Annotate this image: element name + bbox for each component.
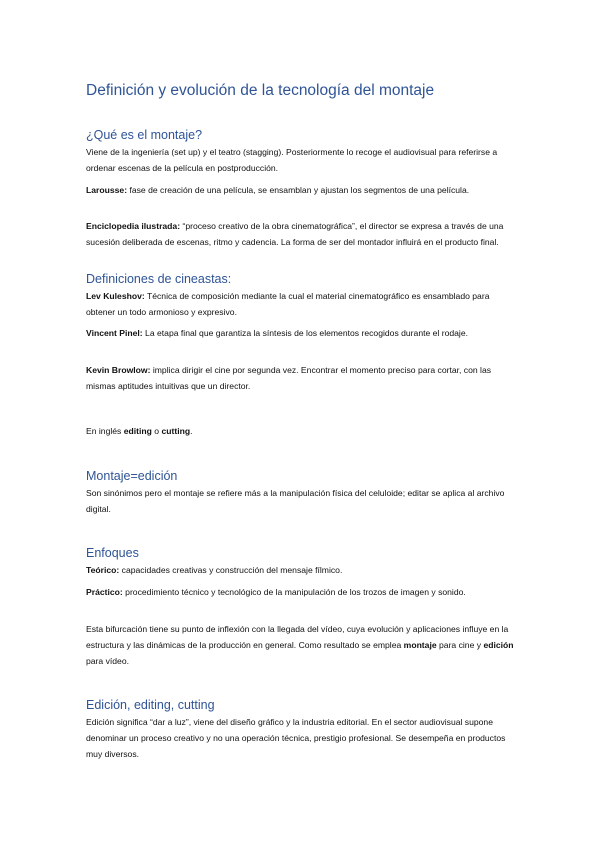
section-heading-montaje-edicion: Montaje=edición [86, 469, 178, 483]
term-browlow: Kevin Browlow: [86, 365, 151, 375]
paragraph-origen: Viene de la ingeniería (set up) y el teatro (stagging). Posteriormente lo recoge el audiovisual para referirse a ordenar escenas de la película en postproducción. [86, 147, 498, 173]
term-practico: Práctico: [86, 587, 123, 597]
definition-larousse: fase de creación de una película, se ensamblan y ajustan los segmentos de una película. [127, 185, 470, 195]
paragraph-bifurcacion [86, 621, 516, 669]
term-enciclopedia: Enciclopedia ilustrada: [86, 221, 181, 231]
paragraph-practico [86, 584, 516, 600]
ingles-connector: o [151, 426, 162, 436]
paragraph-sinonimos: Son sinónimos pero el montaje se refiere más a la manipulación física del celuloide; editar se aplica al archivo digital. [86, 488, 505, 514]
paragraph-kuleshov [86, 288, 516, 320]
definition-kuleshov: Técnica de composición mediante la cual el material cinematográfico es ensamblado para obtener un todo armonioso y expresivo. [86, 291, 490, 317]
term-editing: editing [123, 426, 152, 436]
ingles-prefix: En inglés [86, 426, 124, 436]
term-edicion: edición [483, 640, 514, 650]
definition-pinel: La etapa final que garantiza la síntesis de los elementos recogidos durante el rodaje. [142, 328, 469, 338]
bifurcacion-text-c: para cine y [436, 640, 484, 650]
paragraph-browlow [86, 362, 516, 394]
term-montaje: montaje [403, 640, 437, 650]
paragraph-teorico [86, 562, 516, 578]
ingles-suffix: . [190, 426, 193, 436]
definition-teorico: capacidades creativas y construcción del mensaje fílmico. [119, 565, 343, 575]
section-heading-definiciones-cineastas: Definiciones de cineastas: [86, 272, 232, 286]
definition-browlow: implica dirigir el cine por segunda vez. Encontrar el momento preciso para cortar, con las mismas aptitudes intuitivas que un director. [86, 365, 492, 391]
paragraph-dar-a-luz: Edición significa “dar a luz”, viene del diseño gráfico y la industria editorial. En el sector audiovisual supone denominar un proceso creativo y no una operación técnica, prestigio profesional. Se desempeña en productos muy diversos. [86, 717, 506, 759]
term-larousse: Larousse: [86, 185, 128, 195]
paragraph-enciclopedia [86, 218, 516, 250]
term-teorico: Teórico: [86, 565, 120, 575]
paragraph-pinel [86, 325, 516, 341]
section-heading-edicion-editing-cutting: Edición, editing, cutting [86, 698, 215, 712]
section-heading-enfoques: Enfoques [86, 546, 139, 560]
paragraph-larousse [86, 182, 516, 198]
term-cutting: cutting [161, 426, 191, 436]
bifurcacion-text-a: Esta bifurcación tiene su punto de inflexión con la llegada del vídeo, cuya evolución y aplicaciones influye en la estructura y las dinámicas de la producción en general. Como resultado se emplea [86, 624, 509, 650]
definition-enciclopedia: “proceso creativo de la obra cinematográfica”, el director se expresa a través de una sucesión deliberada de escenas, ritmo y cadencia. La forma de ser del montador influirá en el producto final. [86, 221, 504, 247]
section-heading-que-es-el-montaje: ¿Qué es el montaje? [86, 128, 203, 142]
term-pinel: Vincent Pinel: [86, 328, 143, 338]
definition-practico: procedimiento técnico y tecnológico de la manipulación de los trozos de imagen y sonido. [122, 587, 466, 597]
term-kuleshov: Lev Kuleshov: [86, 291, 145, 301]
paragraph-ingles [86, 423, 516, 439]
bifurcacion-text-d: para vídeo. [86, 656, 129, 666]
document-title: Definición y evolución de la tecnología del montaje [86, 82, 435, 99]
